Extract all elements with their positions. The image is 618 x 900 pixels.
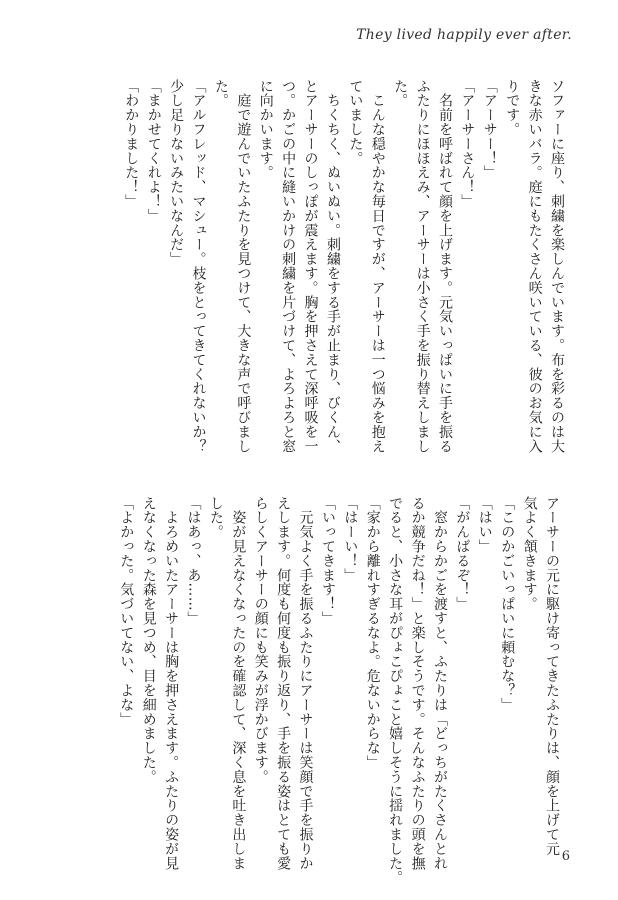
text-line: よろめいたアーサーは胸を押さえます。ふたりの姿が見 — [163, 496, 180, 871]
text-line: りです。 — [504, 79, 521, 137]
text-line: 「はあっ、あ……」 — [185, 496, 202, 626]
text-line: に向かいます。 — [257, 79, 274, 180]
text-line: た。 — [392, 79, 409, 108]
text-line: きな赤いバラ。庭にもたくさん咲いている、彼のお気に入 — [526, 79, 543, 454]
text-line: らしくアーサーの顔にも笑みが浮かびます。 — [252, 496, 269, 784]
text-line: 「家から離れすぎるなよ。危ないからな」 — [364, 496, 381, 770]
text-line: 「アーサー！」 — [481, 79, 498, 180]
text-line: 「まかせてくれよ！」 — [145, 79, 162, 223]
text-line: 「はーい！」 — [342, 496, 359, 583]
text-line: ていました。 — [347, 79, 364, 166]
text-line: 庭で遊んでいたふたりを見つけて、大きな声で呼びまし — [235, 79, 252, 454]
text-line: ふたりにほほえみ、アーサーは小さく手を振り替えしまし — [414, 79, 431, 454]
text-line: 「いってきます！」 — [319, 496, 336, 626]
page-header-title: They lived happily ever after. — [356, 27, 572, 43]
text-line: 「このかごいっぱいに頼むな？」 — [499, 496, 516, 712]
text-line: アーサーの元に駆け寄ってきたふたりは、顔を上げて元 — [544, 496, 560, 856]
text-line: えします。何度も何度も振り返り、手を振る姿はとても愛 — [275, 496, 292, 871]
text-line: つ。かごの中に縫いかけの刺繍を片づけて、よろよろと窓 — [280, 79, 297, 454]
text-line: 「アーサーさん！」 — [459, 79, 476, 209]
text-line: 「わかりました！」 — [123, 79, 140, 209]
text-line: 気よく頷きます。 — [521, 496, 538, 612]
text-line: 「はい」 — [476, 496, 493, 554]
text-line: でると、小さな耳がぴょこぴょこと嬉しそうに揺れました。 — [387, 496, 404, 885]
text-line: 「がんばるぞ！」 — [454, 496, 471, 612]
text-line: 姿が見えなくなったのを確認して、深く息を吐き出しま — [230, 496, 247, 871]
text-line: した。 — [207, 496, 224, 540]
text-line: 窓からかごを渡すと、ふたりは「どっちがたくさんとれ — [431, 496, 448, 871]
text-line: ソファーに座り、刺繍を楽しんでいます。布を彩るのは大 — [549, 79, 565, 454]
text-line: 元気よく手を振るふたりにアーサーは笑顔で手を振りか — [297, 496, 314, 871]
text-line: とアーサーのしっぽが震えます。胸を押さえて深呼吸を一 — [302, 79, 319, 454]
page-number: 6 — [561, 849, 570, 864]
text-line: えなくなった森を見つめ、目を細めました。 — [140, 496, 157, 784]
text-line: るか競争だね！」と楽しそうです。そんなふたりの頭を撫 — [409, 496, 426, 871]
text-line: 「アルフレッド、マシュー。枝をとってきてくれないか？ — [190, 79, 207, 454]
text-block-top — [120, 79, 568, 459]
text-line: ちくちく、ぬいぬい。刺繍をする手が止まり、びくん、 — [324, 79, 341, 454]
text-line: こんな穏やかな毎日ですが、アーサーは一つ悩みを抱え — [369, 79, 386, 454]
text-line: 「よかった。気づいてない、よな」 — [118, 496, 135, 727]
text-line: 少し足りないみたいなんだ」 — [168, 79, 185, 267]
text-block-bottom — [115, 496, 563, 885]
text-line: た。 — [212, 79, 229, 108]
text-line: 名前を呼ばれて顔を上げます。元気いっぱいに手を振る — [436, 79, 453, 454]
